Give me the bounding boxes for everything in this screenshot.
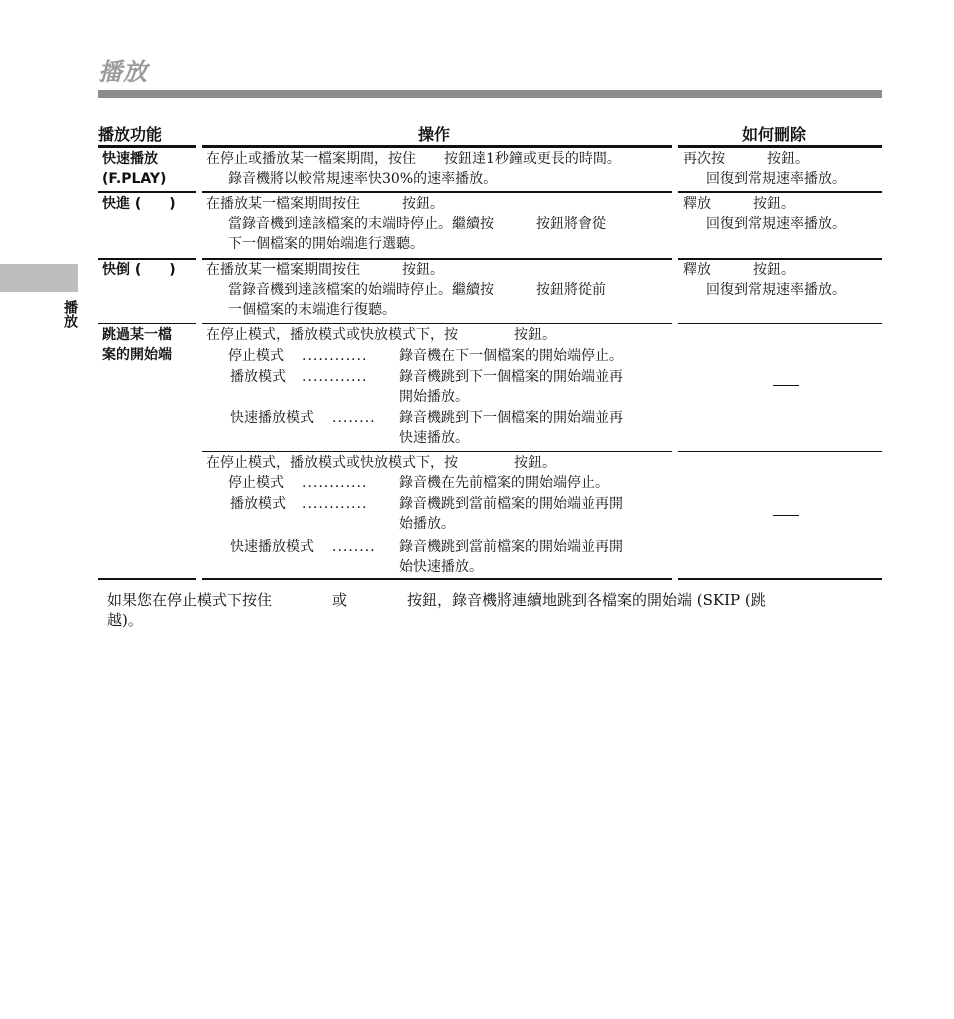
leader-dots: ............	[302, 496, 368, 512]
header-rule-function	[98, 145, 196, 148]
skip-forward-mode2-desc1: 錄音機跳到下一個檔案的開始端並再	[399, 369, 623, 385]
row2-cancel-line2: 回復到常規速率播放。	[706, 216, 846, 232]
row1-rule-function	[98, 191, 196, 193]
row3-rule-function	[98, 323, 196, 324]
skip-forward-mode3-desc1: 錄音機跳到下一個檔案的開始端並再	[399, 410, 623, 426]
skip-forward-mode1-label: 停止模式	[228, 348, 284, 364]
skip-forward-mode1-desc: 錄音機在下一個檔案的開始端停止。	[399, 348, 623, 364]
leader-dots: ............	[302, 369, 368, 385]
header-rule-operation	[202, 145, 672, 148]
row3-operation-line3: 一個檔案的末端進行復聽。	[228, 302, 396, 318]
row3-rule-operation	[202, 323, 672, 324]
row3-cancel-line2: 回復到常規速率播放。	[706, 282, 846, 298]
footnote	[107, 590, 883, 630]
leader-dots: ........	[332, 539, 376, 555]
block-divider-operation	[202, 451, 672, 452]
skip-forward-mode3-label: 快速播放模式	[230, 410, 314, 426]
row4-function-line1: 跳過某一檔	[102, 327, 172, 343]
row1-operation-line1: 在停止或播放某一檔案期間，按住 按鈕達1秒鐘或更長的時間。	[206, 151, 621, 167]
header-operation: 操作	[418, 125, 451, 144]
row1-function-line1: 快速播放	[102, 151, 158, 167]
row1-rule-operation	[202, 191, 672, 193]
skip-forward-mode2-desc2: 開始播放。	[399, 389, 469, 405]
leader-dots: ............	[302, 348, 368, 364]
skip-back-mode1-desc: 錄音機在先前檔案的開始端停止。	[399, 475, 609, 491]
row1-function-line2: (F.PLAY)	[102, 171, 167, 187]
row1-cancel-line1: 再次按 按鈕。	[683, 151, 809, 167]
skip-back-mode3-desc1: 錄音機跳到當前檔案的開始端並再開	[399, 539, 623, 555]
row2-function: 快進 ( )	[102, 196, 176, 212]
row1-operation-line2: 錄音機將以較常規速率快30%的速率播放。	[228, 171, 498, 187]
row3-operation-line2: 當錄音機到達該檔案的始端時停止。繼續按 按鈕將從前	[228, 282, 606, 298]
row2-operation-line3: 下一個檔案的開始端進行選聽。	[228, 236, 424, 252]
row3-function: 快倒 ( )	[102, 262, 176, 278]
skip-forward-mode3-desc2: 快速播放。	[399, 430, 469, 446]
skip-back-mode1-label: 停止模式	[228, 475, 284, 491]
table-bottom-rule-function	[98, 578, 196, 580]
row2-operation-line1: 在播放某一檔案期間按住 按鈕。	[206, 196, 444, 212]
skip-back-mode3-label: 快速播放模式	[230, 539, 314, 555]
skip-forward-intro: 在停止模式，播放模式或快放模式下，按 按鈕。	[206, 327, 556, 343]
skip-forward-mode2-label: 播放模式	[230, 369, 286, 385]
table-bottom-rule-operation	[202, 578, 672, 580]
header-cancel: 如何刪除	[742, 125, 807, 144]
row3-rule-cancel	[678, 323, 882, 324]
page-title: 播放	[98, 58, 148, 86]
row1-rule-cancel	[678, 191, 882, 193]
skip-back-intro: 在停止模式，播放模式或快放模式下，按 按鈕。	[206, 455, 556, 471]
header-rule-cancel	[678, 145, 882, 148]
row3-cancel-line1: 釋放 按鈕。	[683, 262, 795, 278]
skip-back-mode2-desc2: 始播放。	[399, 516, 455, 532]
footnote-line1: 如果您在停止模式下按住 或 按鈕，錄音機將連續地跳到各檔案的開始端 (SKIP (跳	[107, 591, 766, 609]
table-bottom-rule-cancel	[678, 578, 882, 580]
row2-operation-line2: 當錄音機到達該檔案的末端時停止。繼續按 按鈕將會從	[228, 216, 606, 232]
row2-cancel-line1: 釋放 按鈕。	[683, 196, 795, 212]
not-applicable-dash	[773, 515, 799, 516]
not-applicable-dash	[773, 385, 799, 386]
side-section-label: 播放	[62, 300, 78, 328]
skip-back-mode2-label: 播放模式	[230, 496, 286, 512]
block-divider-cancel	[678, 451, 882, 452]
header-function: 播放功能	[98, 125, 163, 144]
skip-back-mode2-desc1: 錄音機跳到當前檔案的開始端並再開	[399, 496, 623, 512]
section-side-tab	[0, 264, 78, 292]
row4-function-line2: 案的開始端	[102, 347, 172, 363]
title-divider-bar	[98, 90, 882, 98]
skip-back-mode3-desc2: 始快速播放。	[399, 559, 483, 575]
row1-cancel-line2: 回復到常規速率播放。	[706, 171, 846, 187]
leader-dots: ............	[302, 475, 368, 491]
footnote-line2: 越)。	[107, 611, 143, 629]
row3-operation-line1: 在播放某一檔案期間按住 按鈕。	[206, 262, 444, 278]
leader-dots: ........	[332, 410, 376, 426]
